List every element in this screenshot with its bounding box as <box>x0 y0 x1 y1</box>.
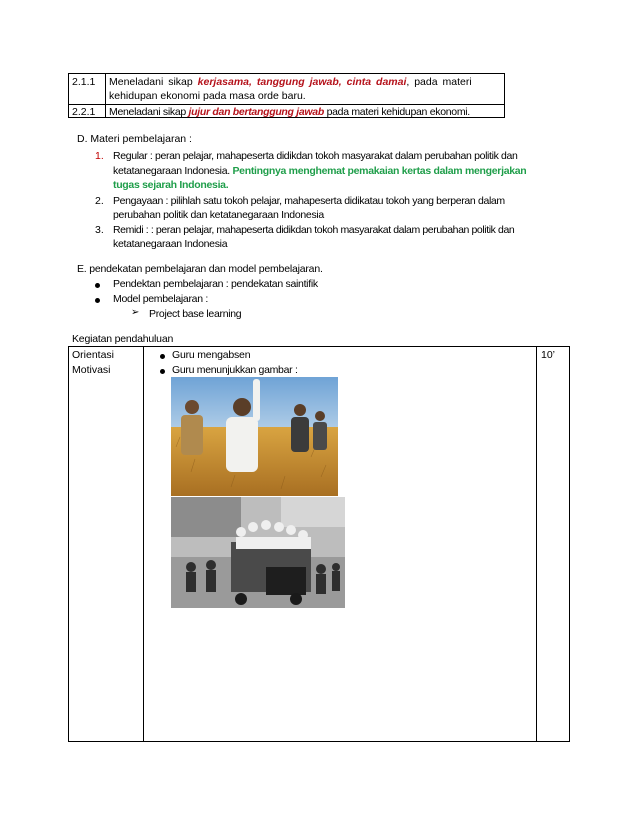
bullet-icon <box>95 283 100 288</box>
activity-item: Guru mengabsen <box>172 349 251 361</box>
objective-emphasis: jujur dan bertanggung jawab <box>188 106 324 118</box>
list-item-text <box>113 165 526 177</box>
list-number: 1. <box>95 150 104 162</box>
table-divider <box>69 104 504 105</box>
objective-text <box>109 106 470 118</box>
list-item-emphasis: tugas sejarah Indonesia. <box>113 179 229 191</box>
section-d-heading: D. Materi pembelajaran : <box>77 133 192 145</box>
activity-phase: Orientasi <box>72 349 115 361</box>
activity-phase: Motivasi <box>72 364 111 376</box>
objectives-table <box>68 73 505 118</box>
table-divider <box>105 74 106 117</box>
objective-number: 2.1.1 <box>72 76 96 88</box>
list-item-text: Model pembelajaran : <box>113 293 208 305</box>
arrow-bullet-icon: ➢ <box>131 307 140 318</box>
rice-field-illustration <box>171 377 338 496</box>
activity-item: Guru menunjukkan gambar : <box>172 364 298 376</box>
kegiatan-heading: Kegiatan pendahuluan <box>72 333 174 345</box>
objective-emphasis: kerjasama, tanggung jawab, cinta damai <box>197 76 407 88</box>
list-item-text: perubahan politik dan ketatanegaraan Indonesia <box>113 209 324 221</box>
objective-text <box>109 76 472 88</box>
objective-text-post: , pada materi <box>406 76 472 88</box>
list-number: 2. <box>95 195 104 207</box>
bullet-icon <box>95 298 100 303</box>
objective-text-line2: kehidupan ekonomi pada masa orde baru. <box>109 90 306 102</box>
activity-time: 10’ <box>541 349 556 361</box>
section-e-heading: E. pendekatan pembelajaran dan model pembelajaran. <box>77 263 323 275</box>
bullet-icon <box>160 354 165 359</box>
crowd-illustration <box>171 497 345 608</box>
list-item-text: ketatanegaraan Indonesia <box>113 238 228 250</box>
rice-field-photo <box>171 377 338 496</box>
list-item-emphasis: Pentingnya menghemat pemakaian kertas dalam mengerjakan <box>232 165 527 177</box>
bullet-icon <box>160 369 165 374</box>
objective-text-pre: Meneladani sikap <box>109 76 198 88</box>
list-item-text: Pendektan pembelajaran : pendekatan saintifik <box>113 278 318 290</box>
table-divider <box>143 347 144 741</box>
list-item-text: Project base learning <box>149 308 242 320</box>
list-item-text: Regular : peran pelajar, mahapeserta didikdan tokoh masyarakat dalam perubahan politik dan <box>113 150 518 162</box>
list-number: 3. <box>95 224 104 236</box>
list-item-text: Pengayaan : pilihlah satu tokoh pelajar, mahapeserta didikatau tokoh yang berperan dalam <box>113 195 505 207</box>
objective-number: 2.2.1 <box>72 106 96 118</box>
list-item-text-pre: ketatanegaraan Indonesia. <box>113 165 233 177</box>
objective-text-pre: Meneladani sikap <box>109 106 189 118</box>
table-divider <box>536 347 537 741</box>
crowd-photo <box>171 497 345 608</box>
list-item-text: Remidi : : peran pelajar, mahapeserta didikdan tokoh masyarakat dalam perubahan politik dan <box>113 224 515 236</box>
objective-text-post: pada materi kehidupan ekonomi. <box>323 106 470 118</box>
